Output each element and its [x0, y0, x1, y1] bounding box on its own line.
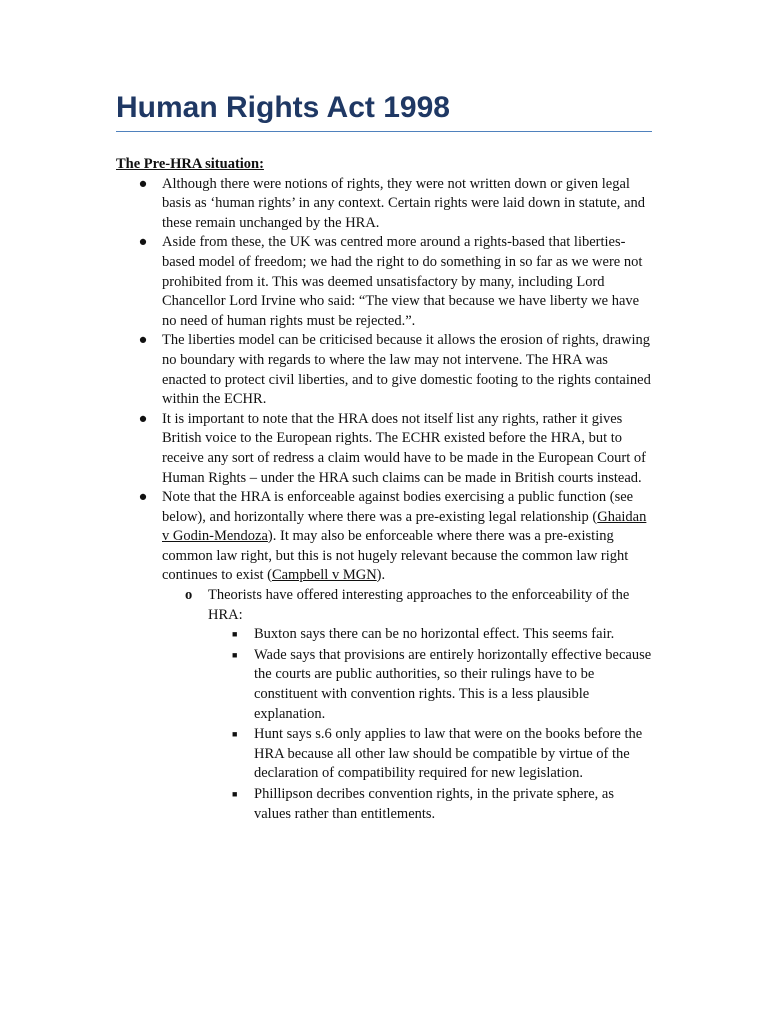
sub-sub-list-item-text: Buxton says there can be no horizontal effect. This seems fair. [254, 626, 615, 643]
bullet-marker: ● [138, 410, 148, 427]
list-item-text: Although there were notions of rights, they were not written down or given legal basis as ‘human rights’ in any context. Certain rights were laid down in statute, and these remain unchanged by the HRA. [162, 175, 645, 231]
sub-bullet-list [162, 586, 652, 824]
bullet-marker: ● [138, 489, 148, 506]
list-item-text: It is important to note that the HRA does not itself list any rights, rather it gives British voice to the European rights. The ECHR existed before the HRA, but to receive any sort of redress a claim would have to be made in the European Court of Human Rights – under the HRA such claims can be made in British courts instead. [162, 410, 646, 486]
square-bullet-marker: ■ [232, 789, 238, 799]
sub-list-item-text: Theorists have offered interesting approaches to the enforceability of the HRA: [208, 587, 630, 623]
sub-sub-bullet-list [208, 625, 652, 824]
document-title: Human Rights Act 1998 [116, 88, 652, 132]
square-bullet-marker: ■ [232, 649, 238, 660]
sub-sub-list-item [208, 725, 652, 784]
list-item [116, 410, 652, 488]
sub-list-item [162, 586, 652, 824]
sub-sub-list-item [208, 646, 652, 724]
bullet-marker: ● [138, 234, 148, 251]
document-body [116, 155, 652, 824]
sub-bullet-marker: o [185, 587, 193, 604]
list-item [116, 488, 652, 824]
section-heading: The Pre-HRA situation: [116, 156, 264, 172]
list-item-text [162, 489, 646, 583]
list-item [116, 233, 652, 331]
list-item [116, 175, 652, 234]
list-item-text: The liberties model can be criticised because it allows the erosion of rights, drawing no boundary with regards to where the law may not intervene. The HRA was enacted to protect civil liberties, and to give domestic footing to the rights contained within the ECHR. [162, 332, 651, 408]
square-bullet-marker: ■ [232, 729, 238, 740]
sub-sub-list-item [208, 785, 652, 824]
bullet-list [116, 175, 652, 825]
sub-sub-list-item-text: Hunt says s.6 only applies to law that were on the books before the HRA because all other law should be compatible by virtue of the declaration of compatibility required for new legislation. [254, 726, 643, 782]
bullet-marker: ● [138, 332, 148, 349]
list-item-text: Aside from these, the UK was centred more around a rights-based that liberties-based model of freedom; we had the right to do something in so far as we were not prohibited from it. This was deemed unsatisfactory by many, including Lord Chancellor Lord Irvine who said: “The view that because we have liberty we have no need of human rights must be rejected.”. [162, 234, 643, 329]
case-citation: Campbell v MGN [271, 567, 377, 584]
text-segment: ). It may also be enforceable where there was a pre-existing common law right, but this is not hugely relevant because the common law right continues to exist ( [162, 528, 629, 584]
sub-sub-list-item [208, 625, 652, 645]
sub-sub-list-item-text: Wade says that provisions are entirely horizontally effective because the courts are public authorities, so their rulings have to be constituent with convention rights. This is a less plausible explanation. [254, 646, 652, 722]
text-segment: Note that the HRA is enforceable against bodies exercising a public function (see below), and horizontally where there was a pre-existing legal relationship ( [162, 489, 634, 525]
case-citation: Ghaidan v Godin-Mendoza [162, 508, 647, 545]
square-bullet-marker: ■ [232, 629, 238, 640]
sub-sub-list-item-text: Phillipson decribes convention rights, in the private sphere, as values rather than entitlements. [254, 786, 615, 822]
bullet-marker: ● [138, 175, 148, 192]
document-page [116, 88, 652, 824]
list-item [116, 331, 652, 409]
text-segment: ). [376, 567, 386, 584]
